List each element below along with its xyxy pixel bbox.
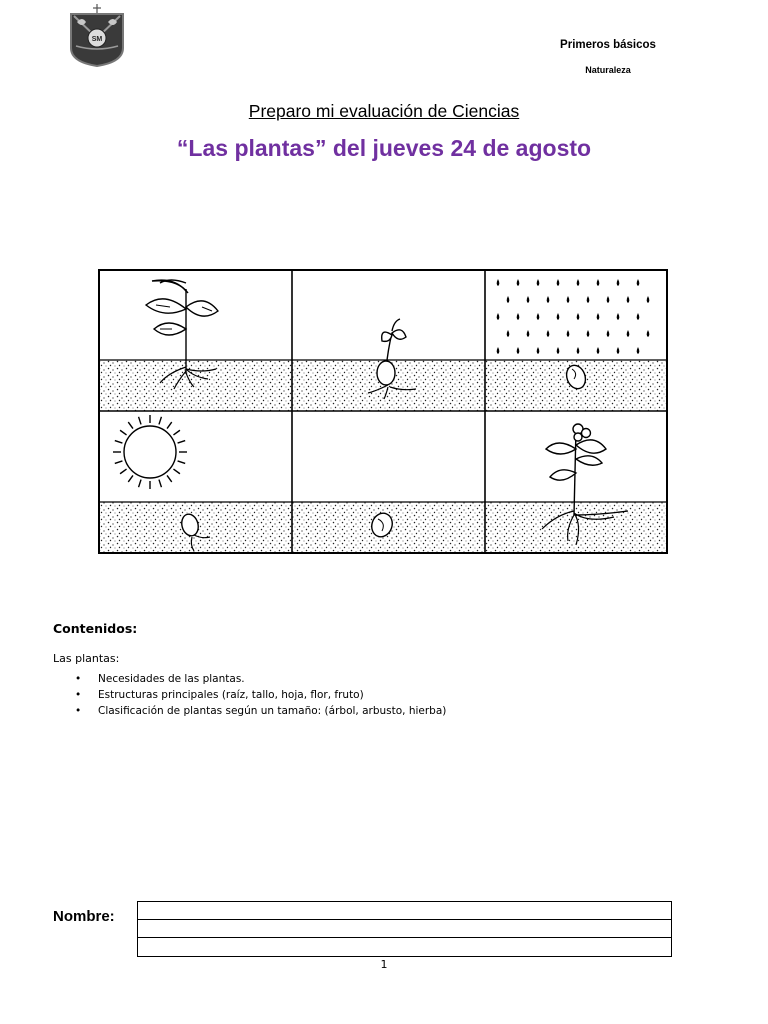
raindrop-icon: [517, 347, 520, 354]
document-heading: Preparo mi evaluación de Ciencias: [248, 101, 520, 121]
school-logo: [68, 2, 126, 68]
sun-ray-icon: [167, 422, 172, 428]
raindrop-icon: [547, 296, 550, 303]
sun-ray-icon: [173, 469, 179, 474]
sun-ray-icon: [128, 475, 133, 481]
contents-intro: Las plantas:: [53, 652, 120, 665]
raindrop-icon: [497, 313, 500, 320]
raindrop-icon: [597, 347, 600, 354]
raindrop-icon: [537, 347, 540, 354]
sun-ray-icon: [115, 441, 123, 443]
raindrop-icon: [647, 296, 650, 303]
sun-ray-icon: [167, 475, 172, 481]
list-item: • Necesidades de las plantas.: [58, 671, 446, 687]
raindrop-icon: [557, 347, 560, 354]
raindrop-icon: [517, 279, 520, 286]
raindrop-icon: [637, 347, 640, 354]
page-number: 1: [380, 958, 388, 971]
grade-label: Primeros básicos: [560, 39, 656, 51]
raindrop-icon: [587, 330, 590, 337]
sun-ray-icon: [120, 430, 126, 435]
name-line-divider: [138, 919, 671, 920]
sun-drawing: [113, 415, 187, 489]
raindrop-icon: [557, 313, 560, 320]
sun-ray-icon: [178, 461, 186, 463]
list-item: • Estructuras principales (raíz, tallo, hoja, flor, fruto): [58, 687, 446, 703]
sun-ray-icon: [128, 422, 133, 428]
document-title: “Las plantas” del jueves 24 de agosto: [176, 135, 592, 161]
rain-drawing: [497, 279, 650, 354]
raindrop-icon: [497, 279, 500, 286]
raindrop-icon: [577, 279, 580, 286]
raindrop-icon: [557, 279, 560, 286]
raindrop-icon: [597, 279, 600, 286]
raindrop-icon: [577, 313, 580, 320]
name-input-box[interactable]: [137, 901, 672, 957]
raindrop-icon: [617, 279, 620, 286]
sun-ray-icon: [120, 469, 126, 474]
name-line-divider: [138, 937, 671, 938]
raindrop-icon: [547, 330, 550, 337]
contents-label: Contenidos:: [53, 621, 138, 636]
raindrop-icon: [507, 296, 510, 303]
list-item: • Clasificación de plantas según un tamaño: (árbol, arbusto, hierba): [58, 703, 446, 719]
sun-ray-icon: [139, 480, 141, 488]
svg-text:SM: SM: [91, 36, 103, 43]
raindrop-icon: [517, 313, 520, 320]
raindrop-icon: [577, 347, 580, 354]
raindrop-icon: [587, 296, 590, 303]
plant-growth-illustration: [98, 269, 668, 555]
raindrop-icon: [567, 296, 570, 303]
raindrop-icon: [617, 347, 620, 354]
name-label: Nombre:: [53, 908, 115, 925]
raindrop-icon: [627, 330, 630, 337]
raindrop-icon: [527, 296, 530, 303]
raindrop-icon: [637, 279, 640, 286]
contents-list: [58, 671, 446, 719]
raindrop-icon: [637, 313, 640, 320]
raindrop-icon: [607, 330, 610, 337]
raindrop-icon: [567, 330, 570, 337]
sun-ray-icon: [115, 461, 123, 463]
subject-label: Naturaleza: [585, 65, 631, 75]
raindrop-icon: [497, 347, 500, 354]
raindrop-icon: [647, 330, 650, 337]
raindrop-icon: [537, 313, 540, 320]
sun-ray-icon: [159, 417, 161, 425]
raindrop-icon: [627, 296, 630, 303]
sun-ray-icon: [159, 480, 161, 488]
sun-ray-icon: [178, 441, 186, 443]
raindrop-icon: [537, 279, 540, 286]
raindrop-icon: [607, 296, 610, 303]
raindrop-icon: [597, 313, 600, 320]
sun-ray-icon: [173, 430, 179, 435]
raindrop-icon: [617, 313, 620, 320]
sun-ray-icon: [139, 417, 141, 425]
raindrop-icon: [507, 330, 510, 337]
raindrop-icon: [527, 330, 530, 337]
